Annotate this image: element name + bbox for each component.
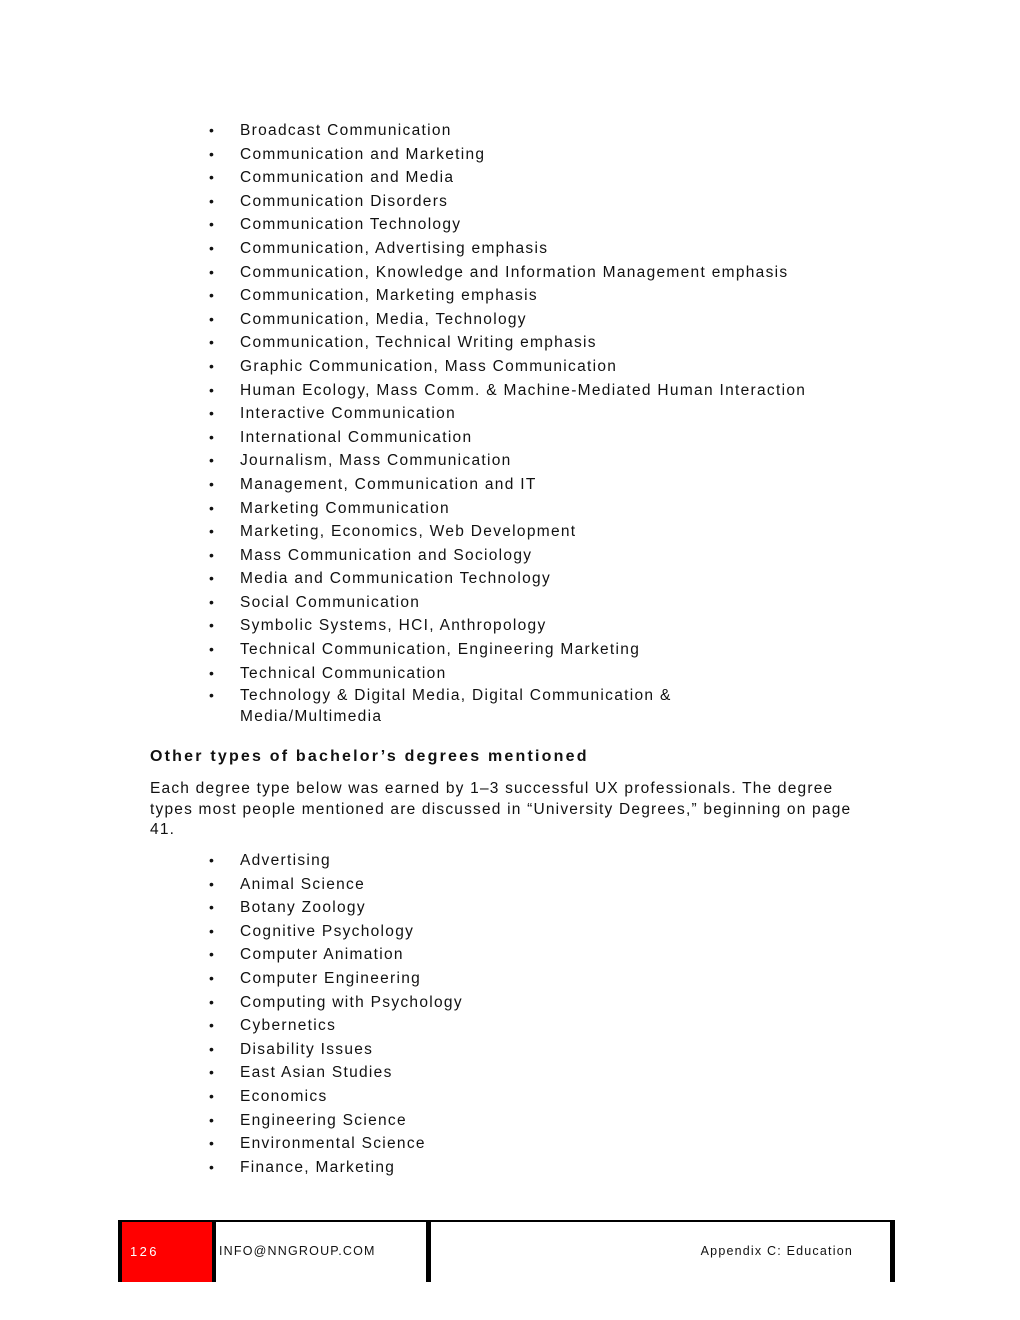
footer-right-bar [890, 1222, 895, 1282]
bullet-icon: • [209, 145, 216, 162]
bullet-icon: • [209, 570, 216, 587]
bullet-icon: • [209, 523, 216, 540]
list-item [0, 119, 880, 143]
bullet-icon: • [209, 357, 216, 374]
list-item-label: Communication Disorders [240, 192, 449, 210]
list-item-label: Communication Technology [240, 216, 462, 234]
list-item-label: Interactive Communication [240, 405, 456, 423]
list-item [0, 402, 880, 426]
bullet-icon: • [209, 1135, 216, 1152]
page-number: 126 [130, 1244, 159, 1259]
list-item-label: Communication, Marketing emphasis [240, 287, 538, 305]
bullet-icon: • [209, 405, 216, 422]
list-item [0, 143, 880, 167]
list-item [0, 426, 880, 450]
list-item-label: International Communication [240, 428, 473, 446]
section-heading: Other types of bachelor’s degrees mentioned [150, 748, 589, 765]
bullet-icon: • [209, 1158, 216, 1175]
list-item [0, 331, 880, 355]
list-item-label: Economics [240, 1087, 328, 1105]
bullet-icon: • [209, 969, 216, 986]
bullet-icon: • [209, 875, 216, 892]
list-item [0, 1038, 880, 1062]
list-item [0, 190, 880, 214]
list-item [0, 213, 880, 237]
list-item [0, 473, 880, 497]
list-item-label: Cognitive Psychology [240, 922, 415, 940]
list-item-label: Advertising [240, 852, 331, 869]
list-item-label: Disability Issues [240, 1040, 374, 1058]
bullet-icon: • [209, 993, 216, 1010]
list-item-label: Mass Communication and Sociology [240, 546, 533, 564]
bullet-icon: • [209, 499, 216, 516]
list-item [0, 920, 880, 944]
page-footer [118, 1220, 895, 1282]
list-item-label: Social Communication [240, 593, 421, 611]
bullet-icon: • [209, 899, 216, 916]
list-item [0, 449, 880, 473]
list-item-label: Computer Animation [240, 946, 404, 964]
footer-divider [426, 1222, 431, 1282]
bullet-icon: • [209, 239, 216, 256]
bullet-icon: • [209, 334, 216, 351]
footer-email: INFO@NNGROUP.COM [219, 1244, 376, 1258]
list-item-label: Marketing Communication [240, 499, 450, 517]
list-item [0, 967, 880, 991]
list-item-label: Management, Communication and IT [240, 475, 537, 493]
degree-list-communication [0, 119, 880, 727]
bullet-icon: • [209, 1111, 216, 1128]
bullet-icon: • [209, 1064, 216, 1081]
list-item [0, 638, 880, 662]
bullet-icon: • [209, 216, 216, 233]
bullet-icon: • [209, 664, 216, 681]
list-item [0, 261, 880, 285]
bullet-icon: • [209, 263, 216, 280]
list-item [0, 591, 880, 615]
list-item-label: Technical Communication [240, 664, 447, 682]
list-item-label: Marketing, Economics, Web Development [240, 523, 577, 541]
list-item [0, 873, 880, 897]
bullet-icon: • [209, 1017, 216, 1034]
list-item [0, 379, 880, 403]
list-item-label: Communication, Media, Technology [240, 310, 527, 328]
bullet-icon: • [209, 122, 216, 138]
list-item-label: Symbolic Systems, HCI, Anthropology [240, 617, 547, 635]
bullet-icon: • [209, 287, 216, 304]
bullet-icon: • [209, 593, 216, 610]
list-item [0, 896, 880, 920]
list-item [0, 520, 880, 544]
footer-section-title: Appendix C: Education [700, 1244, 853, 1258]
list-item-label: Animal Science [240, 875, 366, 893]
list-item-label: Communication, Knowledge and Information Management emphasis [240, 263, 789, 281]
bullet-icon: • [209, 1040, 216, 1057]
list-item-label: Cybernetics [240, 1017, 337, 1035]
list-item [0, 355, 880, 379]
list-item-label: Communication and Marketing [240, 145, 486, 163]
list-item [0, 991, 880, 1015]
bullet-icon: • [209, 475, 216, 492]
list-item-label: Engineering Science [240, 1111, 407, 1129]
list-item [0, 1085, 880, 1109]
degree-list-other [0, 849, 880, 1179]
list-item-label: East Asian Studies [240, 1064, 393, 1082]
list-item [0, 1014, 880, 1038]
bullet-icon: • [209, 1087, 216, 1104]
list-item-label: Communication, Advertising emphasis [240, 239, 549, 257]
bullet-icon: • [209, 310, 216, 327]
list-item-label: Computer Engineering [240, 969, 422, 987]
bullet-icon: • [209, 192, 216, 209]
page-number-box [118, 1222, 216, 1282]
list-item [0, 1061, 880, 1085]
bullet-icon: • [209, 852, 216, 868]
list-item-label: Media and Communication Technology [240, 570, 552, 588]
list-item-label: Communication, Technical Writing emphasis [240, 334, 597, 352]
list-item [0, 849, 880, 873]
list-item [0, 284, 880, 308]
list-item [0, 308, 880, 332]
list-item-label: Human Ecology, Mass Comm. & Machine-Mediated Human Interaction [240, 381, 807, 399]
bullet-icon: • [209, 428, 216, 445]
list-item-label: Journalism, Mass Communication [240, 452, 512, 470]
list-item-label: Broadcast Communication [240, 122, 452, 139]
bullet-icon: • [209, 687, 216, 704]
list-item-label: Computing with Psychology [240, 993, 463, 1011]
list-item-label: Technical Communication, Engineering Marketing [240, 641, 641, 659]
list-item [0, 567, 880, 591]
list-item [0, 943, 880, 967]
list-item-label: Graphic Communication, Mass Communication [240, 357, 618, 375]
list-item-label: Communication and Media [240, 169, 455, 187]
bullet-icon: • [209, 381, 216, 398]
bullet-icon: • [209, 641, 216, 658]
list-item-label: Technology & Digital Media, Digital Communication & Media/Multimedia [240, 687, 672, 726]
list-item [0, 662, 880, 686]
list-item [0, 237, 880, 261]
bullet-icon: • [209, 452, 216, 469]
list-item [0, 544, 880, 568]
bullet-icon: • [209, 546, 216, 563]
list-item [0, 614, 880, 638]
bullet-icon: • [209, 169, 216, 186]
list-item-label: Environmental Science [240, 1135, 426, 1153]
bullet-icon: • [209, 946, 216, 963]
list-item [0, 497, 880, 521]
section-paragraph: Each degree type below was earned by 1–3 successful UX professionals. The degree types most people mentioned are discussed in “University Degrees,” beginning on page 41. [150, 780, 852, 838]
bullet-icon: • [209, 922, 216, 939]
list-item [0, 1132, 880, 1156]
list-item-label: Botany Zoology [240, 899, 366, 917]
list-item-label: Finance, Marketing [240, 1158, 396, 1176]
list-item [0, 1156, 880, 1180]
bullet-icon: • [209, 617, 216, 634]
list-item [0, 685, 700, 727]
list-item [0, 166, 880, 190]
list-item [0, 1109, 880, 1133]
